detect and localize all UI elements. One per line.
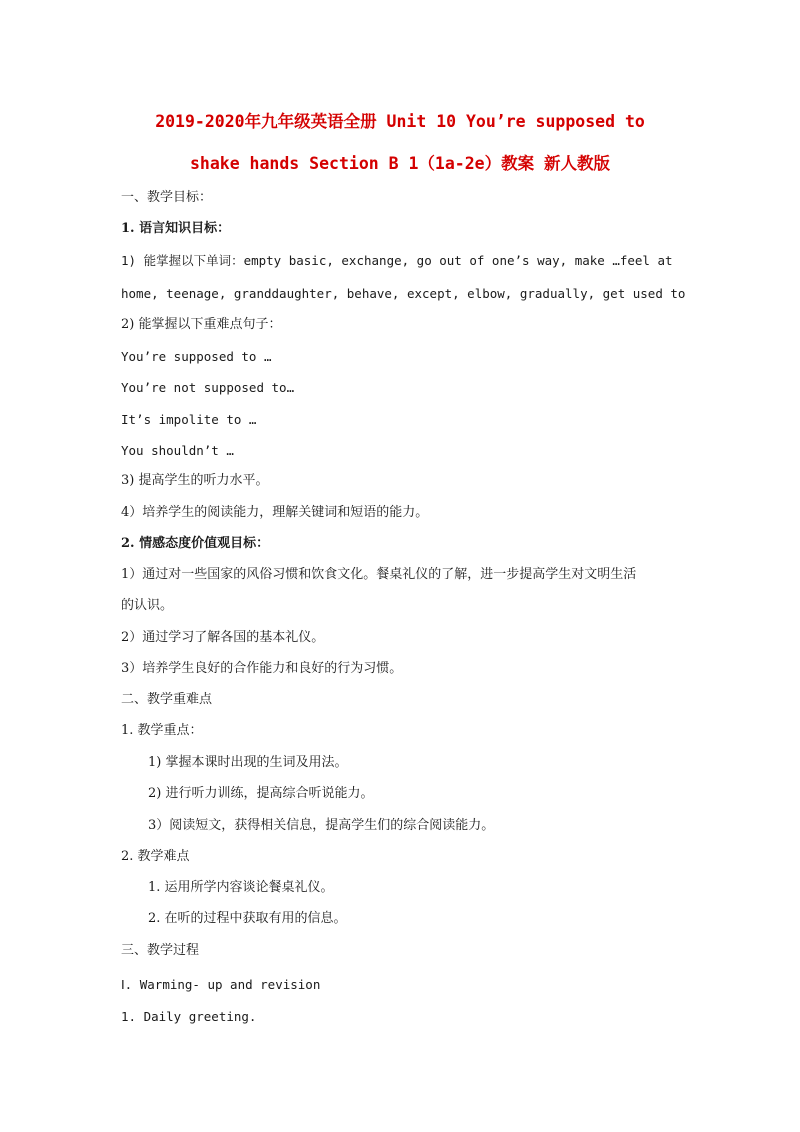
list-item-cooperation: 3）培养学生良好的合作能力和良好的行为习惯。 (121, 661, 403, 676)
key-point-reading: 3）阅读短文，获得相关信息，提高学生们的综合阅读能力。 (148, 818, 495, 833)
list-item-listening: 3) 提高学生的听力水平。 (121, 473, 269, 488)
document-title-line-2: shake hands Section B 1（1a-2e）教案 新人教版 (189, 154, 611, 173)
section-heading-procedure: 三、教学过程 (121, 943, 200, 958)
document-title-line-1: 2019-2020年九年级英语全册 Unit 10 You’re supposed to (155, 112, 645, 131)
section-heading-objectives: 一、教学目标： (121, 190, 213, 205)
list-item-key-sentences: 2) 能掌握以下重难点句子： (121, 317, 282, 332)
list-item-vocabulary: 1) 能掌握以下单词：empty basic, exchange, go out of one’s way, make …feel at (121, 253, 673, 268)
section-heading-key-points: 二、教学重难点 (121, 692, 213, 707)
sentence-shouldnt: You shouldn’t … (121, 443, 234, 458)
subheading-key-points: 1. 教学重点： (121, 723, 203, 738)
difficult-point-listening-info: 2. 在听的过程中获取有用的信息。 (148, 911, 347, 926)
list-item-etiquette: 2）通过学习了解各国的基本礼仪。 (121, 630, 325, 645)
difficult-point-table-manners: 1. 运用所学内容谈论餐桌礼仪。 (148, 880, 334, 895)
sentence-impolite-to: It’s impolite to … (121, 412, 257, 427)
subheading-difficult-points: 2. 教学难点 (121, 849, 190, 864)
list-item-vocabulary-continued: home, teenage, granddaughter, behave, except, elbow, gradually, get used to (121, 286, 686, 301)
subheading-emotional-attitudes: 2. 情感态度价值观目标： (121, 536, 270, 551)
sentence-supposed-to: You’re supposed to … (121, 349, 272, 364)
subheading-language-knowledge: 1. 语言知识目标： (121, 221, 231, 236)
list-item-customs-continued: 的认识。 (121, 598, 174, 613)
key-point-vocabulary: 1) 掌握本课时出现的生词及用法。 (148, 755, 348, 770)
sentence-not-supposed-to: You’re not supposed to… (121, 380, 295, 395)
list-item-reading: 4）培养学生的阅读能力，理解关键词和短语的能力。 (121, 505, 429, 520)
list-item-customs: 1）通过对一些国家的风俗习惯和饮食文化。餐桌礼仪的了解，进一步提高学生对文明生活 (121, 567, 637, 582)
step-warming-up: Ⅰ. Warming- up and revision (121, 977, 321, 992)
key-point-listening: 2) 进行听力训练，提高综合听说能力。 (148, 786, 374, 801)
step-daily-greeting: 1. Daily greeting. (121, 1009, 257, 1024)
